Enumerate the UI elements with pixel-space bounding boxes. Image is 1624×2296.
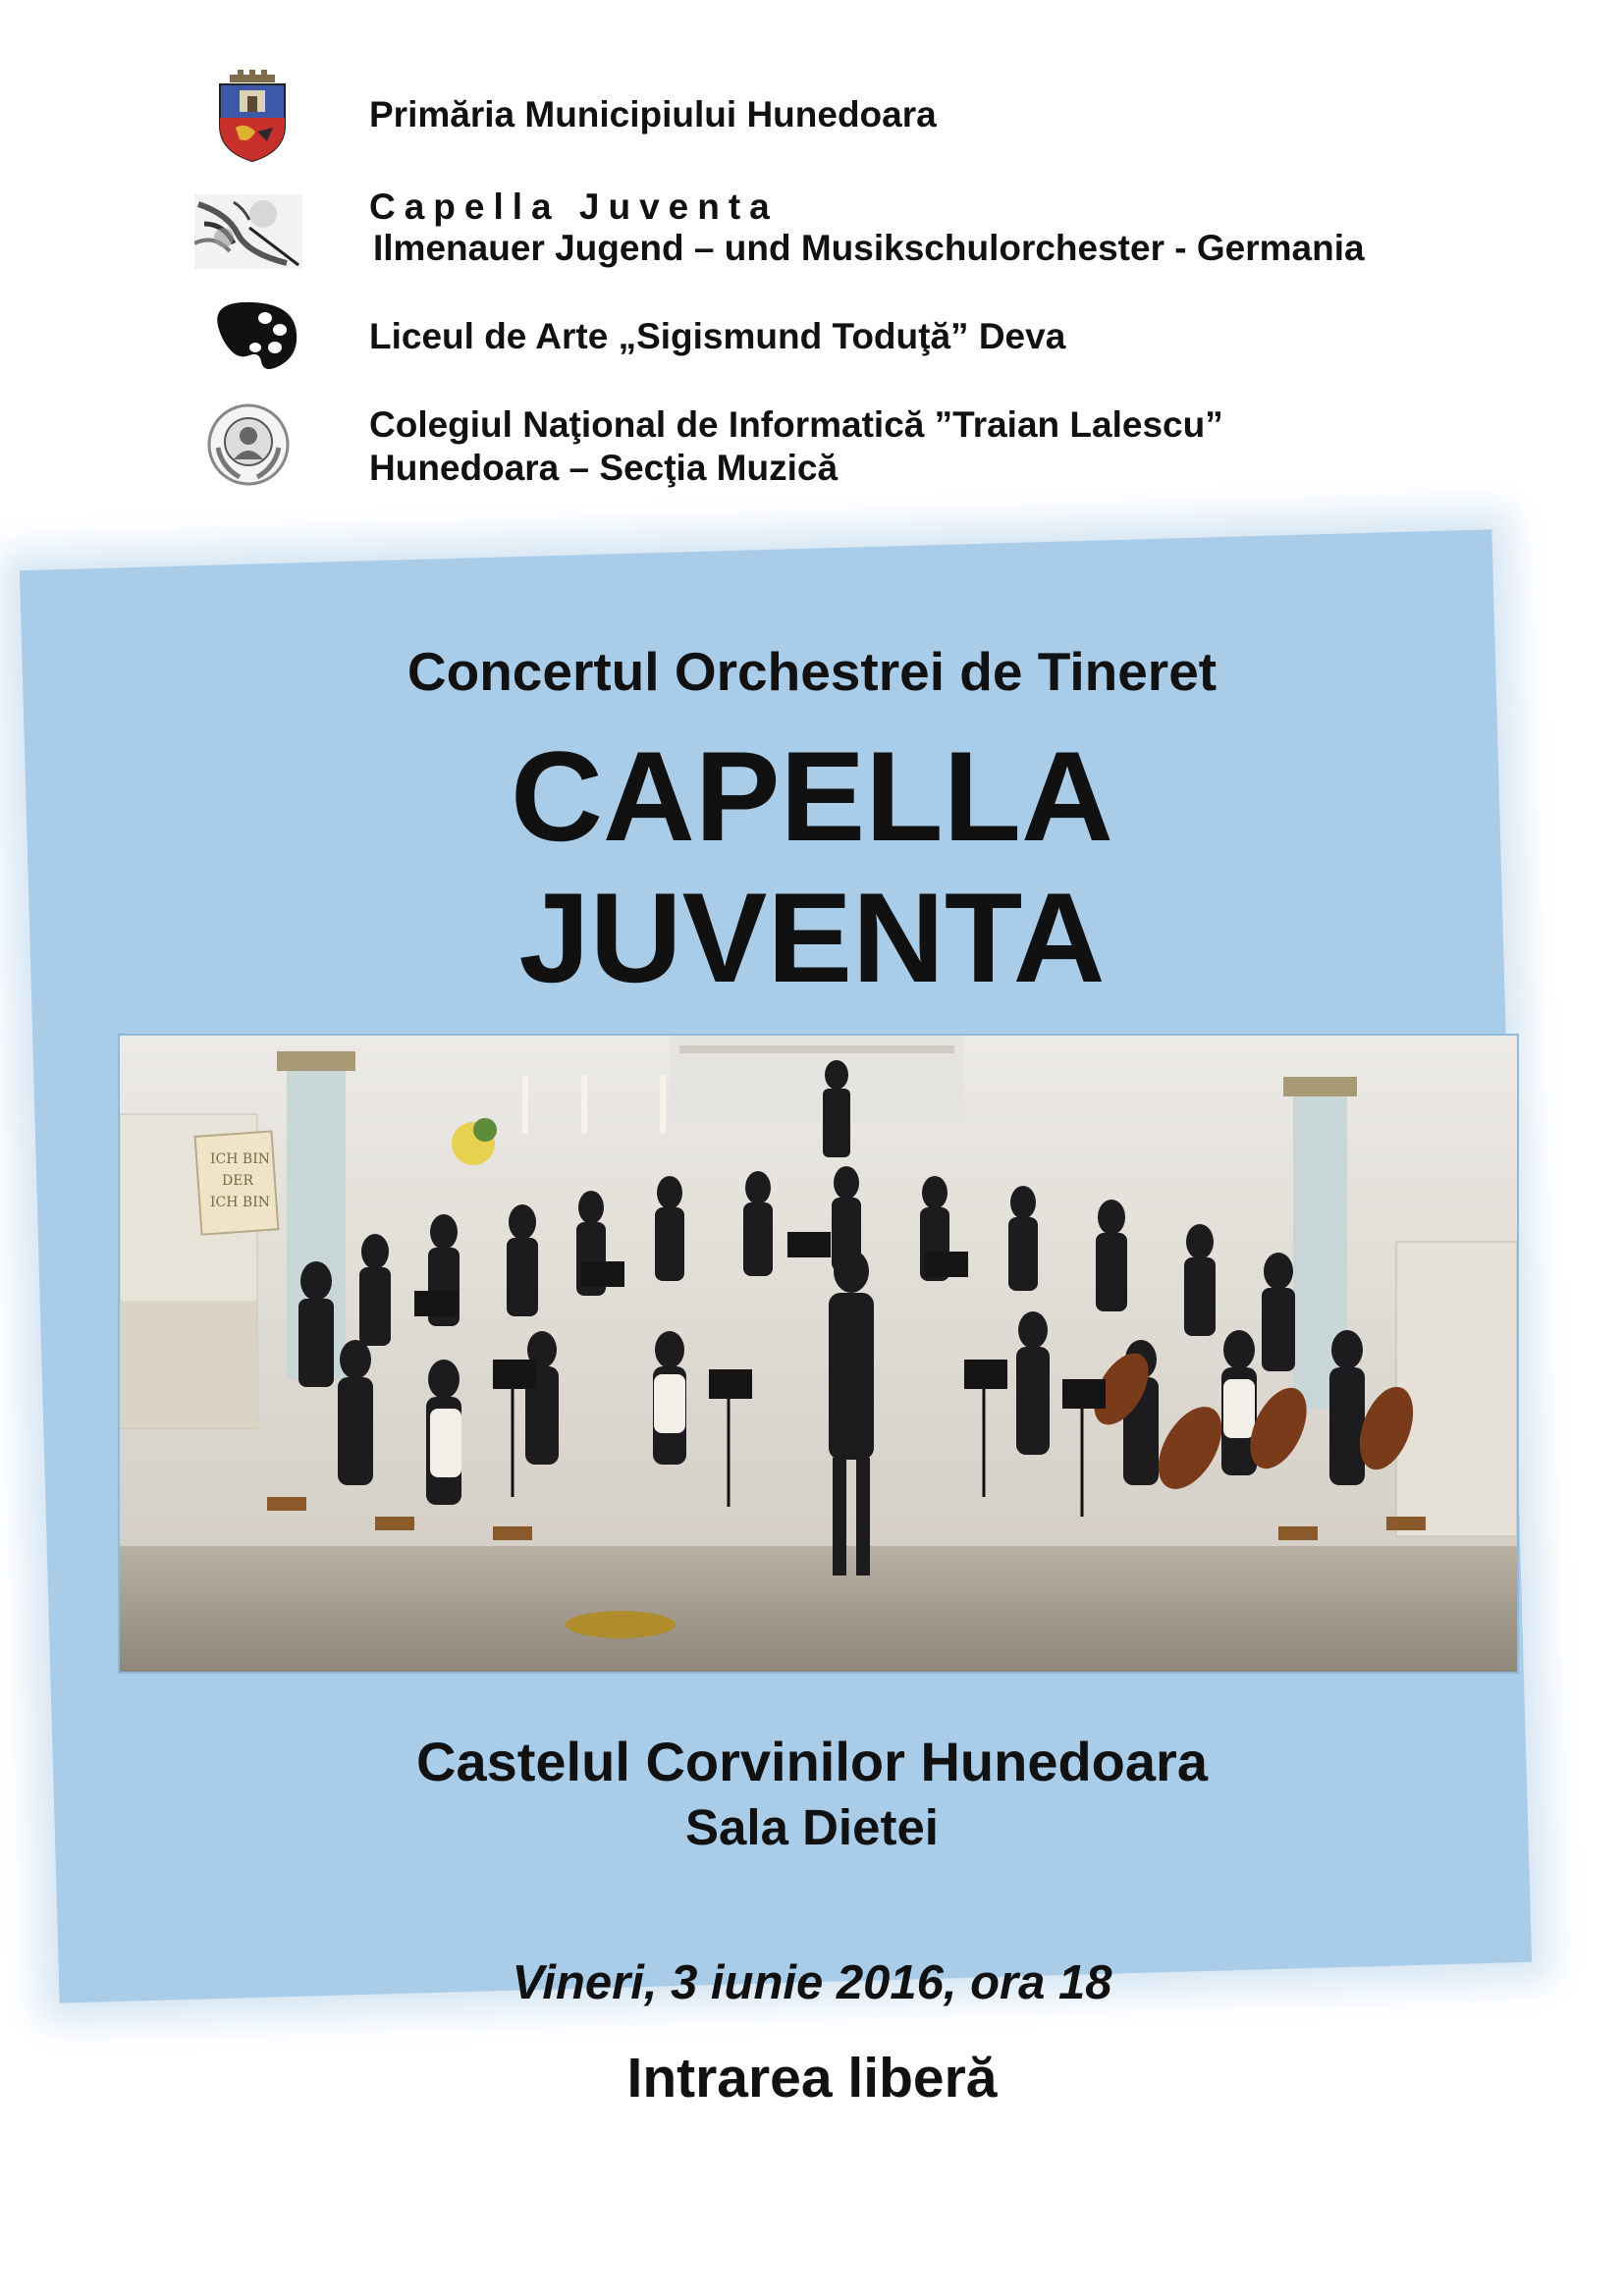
concert-title-line1: CAPELLA xyxy=(511,724,1113,868)
concert-subtitle: Concertul Orchestrei de Tineret xyxy=(406,641,1218,702)
sponsor-national-college-section: Hunedoara – Secţia Muzică xyxy=(369,448,839,488)
svg-text:ICH BIN: ICH BIN xyxy=(210,1151,270,1167)
event-date: Vineri, 3 iunie 2016, ora 18 xyxy=(512,1956,1112,2009)
sponsor-city-hall xyxy=(0,69,1624,167)
sponsor-art-highschool-name: Liceul de Arte „Sigismund Toduţă” Deva xyxy=(369,316,1066,356)
orchestra-photo xyxy=(118,1034,1519,1674)
entry-info: Intrarea liberă xyxy=(626,2047,998,2109)
sponsor-national-college-name: Colegiul Naţional de Informatică ”Traian Lalescu” xyxy=(369,404,1223,445)
hands-sketch-logo-icon xyxy=(194,194,302,274)
sponsor-capella-juventa xyxy=(0,185,1624,283)
sponsor-capella-juventa-orchestra: Ilmenauer Jugend – und Musikschulorchester - Germania xyxy=(373,228,1365,268)
laurel-portrait-seal-icon xyxy=(206,402,291,492)
svg-text:ICH BIN: ICH BIN xyxy=(210,1195,270,1210)
sponsor-city-hall-name: Primăria Municipiului Hunedoara xyxy=(369,94,937,134)
sponsor-national-college xyxy=(0,400,1624,499)
coat-of-arms-icon xyxy=(214,69,291,168)
concert-title-line2: JUVENTA xyxy=(518,866,1106,1009)
svg-text:DER: DER xyxy=(222,1173,253,1189)
venue-hall: Sala Dietei xyxy=(685,1799,939,1855)
sponsor-capella-juventa-name: Capella Juventa xyxy=(369,187,779,227)
sponsor-art-highschool xyxy=(0,298,1624,377)
palette-icon xyxy=(206,300,298,376)
venue-name: Castelul Corvinilor Hunedoara xyxy=(416,1731,1208,1792)
banner-sign xyxy=(195,1131,279,1234)
